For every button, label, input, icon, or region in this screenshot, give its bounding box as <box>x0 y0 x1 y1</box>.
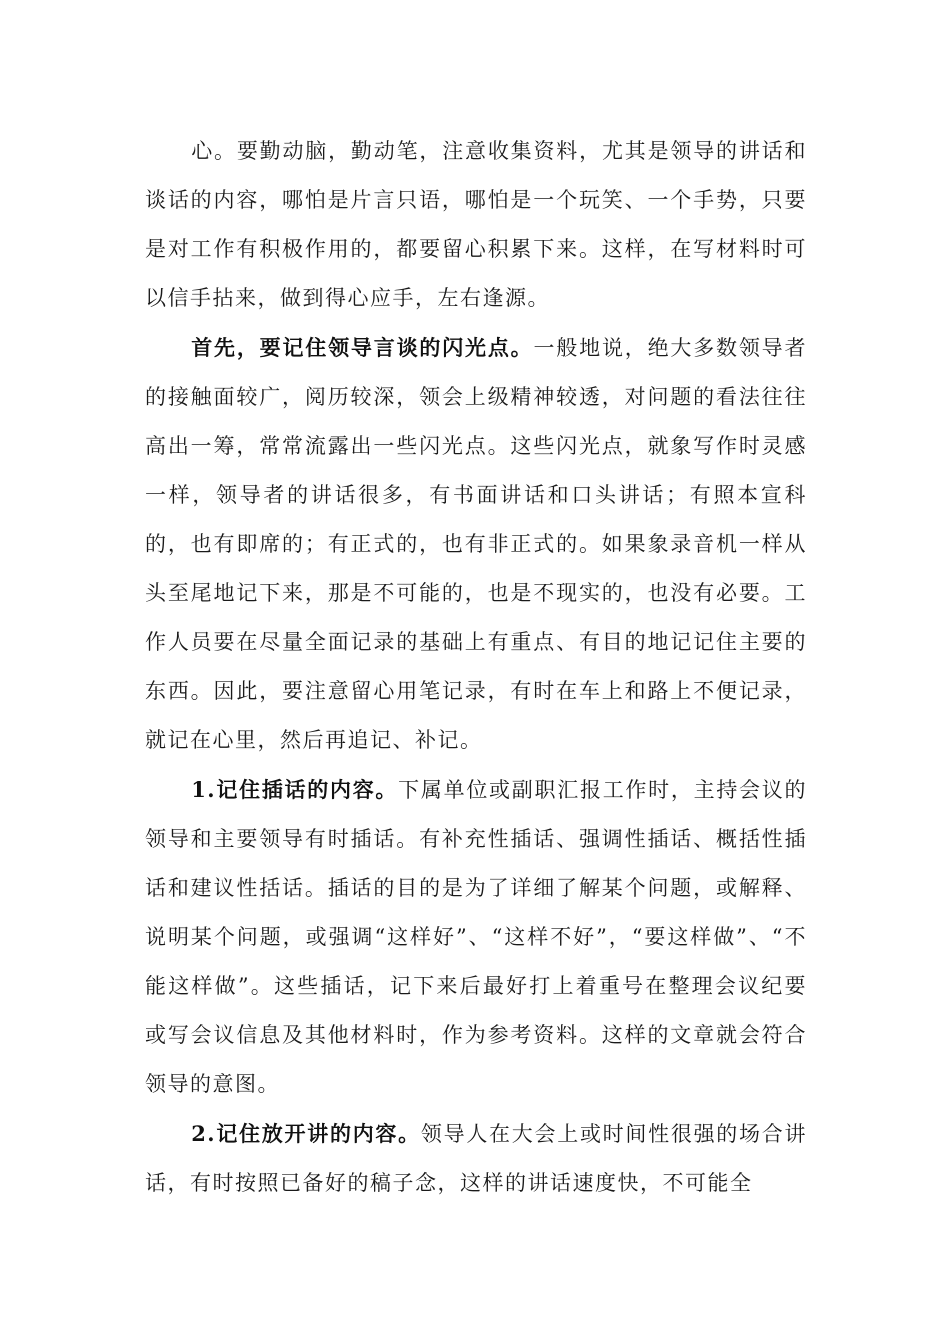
paragraph-2-lead: 首先，要记住领导言谈的闪光点。 <box>191 335 534 360</box>
paragraph-3-text: 下属单位或副职汇报工作时，主持会议的领导和主要领导有时插话。有补充性插话、强调性插话、概括性插话和建议性括话。插话的目的是为了详细了解某个问题，或解释、说明某个问题，或强调“这样好”、“这样不好”，“要这样做”、“不能这样做”。这些插话，记下来后最好打上着重号在整理会议纪要或写会议信息及其他材料时，作为参考资料。这样的文章就会符合领导的意图。 <box>145 778 807 1096</box>
paragraph-4 <box>145 1109 807 1208</box>
paragraph-1 <box>145 126 807 323</box>
paragraph-2-text: 一般地说，绝大多数领导者的接触面较广，阅历较深，领会上级精神较透，对问题的看法往往高出一筹，常常流露出一些闪光点。这些闪光点，就象写作时灵感一样，领导者的讲话很多，有书面讲话和口头讲话；有照本宣科的，也有即席的；有正式的，也有非正式的。如果象录音机一样从头至尾地记下来，那是不可能的，也是不现实的，也没有必要。工作人员要在尽量全面记录的基础上有重点、有目的地记记住主要的东西。因此，要注意留心用笔记录，有时在车上和路上不便记录，就记在心里，然后再追记、补记。 <box>145 336 808 752</box>
document-body <box>145 126 807 1208</box>
paragraph-1-text: 心。要勤动脑，勤动笔，注意收集资料，尤其是领导的讲话和谈话的内容，哪怕是片言只语，哪怕是一个玩笑、一个手势，只要是对工作有积极作用的，都要留心积累下来。这样，在写材料时可以信手拈来，做到得心应手，左右逢源。 <box>145 139 807 310</box>
paragraph-3 <box>145 765 807 1109</box>
paragraph-3-lead: 1.记住插话的内容。 <box>191 777 399 802</box>
paragraph-2 <box>145 323 807 765</box>
paragraph-4-text: 领导人在大会上或时间性很强的场合讲话，有时按照已备好的稿子念，这样的讲话速度快，不可能全 <box>145 1122 807 1195</box>
paragraph-4-lead: 2.记住放开讲的内容。 <box>191 1121 421 1146</box>
